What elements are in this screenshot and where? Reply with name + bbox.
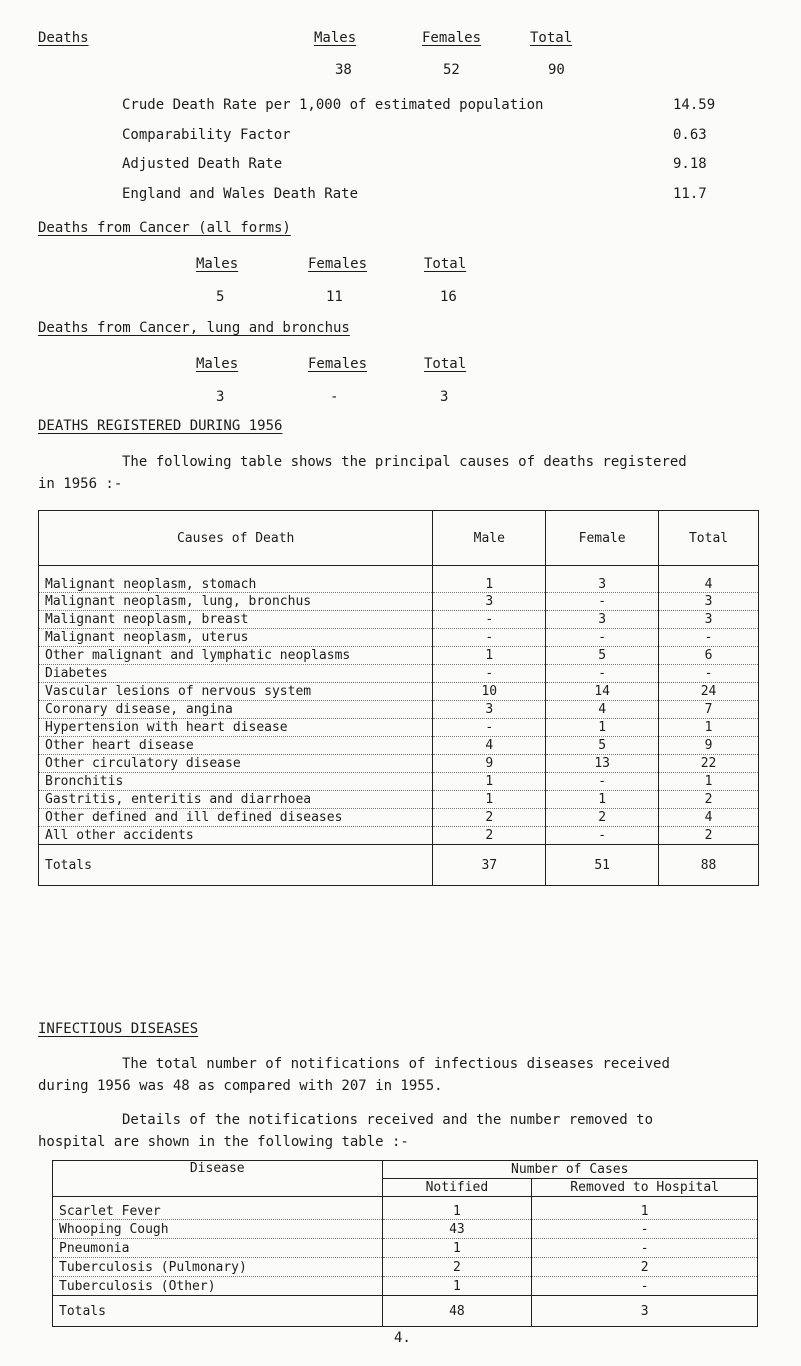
total-cell: 1 bbox=[659, 719, 759, 737]
total-cell: 9 bbox=[659, 737, 759, 755]
cause-cell: Other malignant and lymphatic neoplasms bbox=[39, 647, 433, 665]
table-row bbox=[53, 1258, 758, 1277]
removed-cell: 2 bbox=[532, 1258, 758, 1277]
cancer-all-col-females: Females bbox=[308, 256, 368, 272]
deaths-col-females: Females bbox=[422, 30, 482, 46]
cancer-lung-heading: Deaths from Cancer, lung and bronchus bbox=[38, 320, 350, 336]
male-cell: 3 bbox=[433, 701, 546, 719]
deaths-col-total: Total bbox=[530, 30, 573, 46]
cancer-all-total: 16 bbox=[440, 289, 457, 305]
adjusted-death-rate-label: Adjusted Death Rate bbox=[122, 156, 283, 172]
male-cell: - bbox=[433, 611, 546, 629]
infectious-para2-line2: hospital are shown in the following table :- bbox=[38, 1134, 409, 1150]
registered-intro-line1: The following table shows the principal causes of deaths registered bbox=[122, 454, 687, 470]
total-cell: 7 bbox=[659, 701, 759, 719]
cancer-lung-total: 3 bbox=[440, 389, 449, 405]
male-cell: 2 bbox=[433, 809, 546, 827]
comparability-factor-value: 0.63 bbox=[673, 127, 707, 143]
infectious-heading: INFECTIOUS DISEASES bbox=[38, 1021, 199, 1037]
male-cell: 9 bbox=[433, 755, 546, 773]
totals-removed: 3 bbox=[532, 1296, 758, 1327]
cancer-all-col-total: Total bbox=[424, 256, 467, 272]
table-row bbox=[39, 683, 759, 701]
crude-death-rate-label: Crude Death Rate per 1,000 of estimated population bbox=[122, 97, 544, 113]
totals-label: Totals bbox=[53, 1296, 383, 1327]
male-cell: - bbox=[433, 629, 546, 647]
cause-cell: Vascular lesions of nervous system bbox=[39, 683, 433, 701]
cancer-all-males: 5 bbox=[216, 289, 225, 305]
female-cell: 3 bbox=[546, 566, 659, 593]
notified-cell: 2 bbox=[382, 1258, 532, 1277]
male-cell: 1 bbox=[433, 773, 546, 791]
female-cell: 13 bbox=[546, 755, 659, 773]
causes-of-death-table bbox=[38, 510, 759, 886]
total-cell: 2 bbox=[659, 827, 759, 845]
total-cell: 1 bbox=[659, 773, 759, 791]
table-row bbox=[39, 701, 759, 719]
deaths-heading: Deaths bbox=[38, 30, 89, 46]
totals-female: 51 bbox=[546, 845, 659, 886]
total-cell: 3 bbox=[659, 611, 759, 629]
registered-intro-line2: in 1956 :- bbox=[38, 476, 123, 492]
table-row bbox=[53, 1197, 758, 1220]
cancer-lung-males: 3 bbox=[216, 389, 225, 405]
cause-cell: All other accidents bbox=[39, 827, 433, 845]
female-cell: 1 bbox=[546, 719, 659, 737]
table-row bbox=[53, 1277, 758, 1296]
totals-total: 88 bbox=[659, 845, 759, 886]
cause-cell: Hypertension with heart disease bbox=[39, 719, 433, 737]
female-cell: - bbox=[546, 773, 659, 791]
table-row bbox=[39, 647, 759, 665]
deaths-males-value: 38 bbox=[335, 62, 352, 78]
table-row bbox=[39, 566, 759, 593]
header-disease: Disease bbox=[53, 1161, 383, 1197]
male-cell: - bbox=[433, 665, 546, 683]
cause-cell: Malignant neoplasm, uterus bbox=[39, 629, 433, 647]
female-cell: - bbox=[546, 665, 659, 683]
table-row bbox=[53, 1220, 758, 1239]
deaths-females-value: 52 bbox=[443, 62, 460, 78]
total-cell: 4 bbox=[659, 566, 759, 593]
cause-cell: Bronchitis bbox=[39, 773, 433, 791]
removed-cell: - bbox=[532, 1220, 758, 1239]
totals-row bbox=[53, 1296, 758, 1327]
female-cell: 4 bbox=[546, 701, 659, 719]
female-cell: 2 bbox=[546, 809, 659, 827]
disease-cell: Tuberculosis (Other) bbox=[53, 1277, 383, 1296]
female-cell: - bbox=[546, 593, 659, 611]
cancer-lung-col-males: Males bbox=[196, 356, 239, 372]
deaths-total-value: 90 bbox=[548, 62, 565, 78]
total-cell: - bbox=[659, 629, 759, 647]
notified-cell: 1 bbox=[382, 1197, 532, 1220]
cause-cell: Malignant neoplasm, lung, bronchus bbox=[39, 593, 433, 611]
totals-row bbox=[39, 845, 759, 886]
comparability-factor-label: Comparability Factor bbox=[122, 127, 291, 143]
header-male: Male bbox=[433, 511, 546, 566]
total-cell: 6 bbox=[659, 647, 759, 665]
table-row bbox=[39, 773, 759, 791]
header-number-of-cases: Number of Cases bbox=[382, 1161, 758, 1179]
disease-cell: Tuberculosis (Pulmonary) bbox=[53, 1258, 383, 1277]
totals-notified: 48 bbox=[382, 1296, 532, 1327]
removed-cell: - bbox=[532, 1277, 758, 1296]
infectious-para1-line1: The total number of notifications of infectious diseases received bbox=[122, 1056, 670, 1072]
header-total: Total bbox=[659, 511, 759, 566]
header-notified: Notified bbox=[382, 1179, 532, 1197]
male-cell: 10 bbox=[433, 683, 546, 701]
male-cell: 1 bbox=[433, 566, 546, 593]
england-wales-rate-label: England and Wales Death Rate bbox=[122, 186, 359, 202]
total-cell: 2 bbox=[659, 791, 759, 809]
crude-death-rate-value: 14.59 bbox=[673, 97, 716, 113]
female-cell: 5 bbox=[546, 737, 659, 755]
table-row bbox=[39, 593, 759, 611]
header-female: Female bbox=[546, 511, 659, 566]
cause-cell: Other defined and ill defined diseases bbox=[39, 809, 433, 827]
cancer-lung-females: - bbox=[330, 389, 339, 405]
england-wales-rate-value: 11.7 bbox=[673, 186, 707, 202]
table-row bbox=[39, 791, 759, 809]
table-row bbox=[39, 611, 759, 629]
female-cell: 1 bbox=[546, 791, 659, 809]
table-row bbox=[39, 665, 759, 683]
male-cell: 3 bbox=[433, 593, 546, 611]
cancer-lung-col-total: Total bbox=[424, 356, 467, 372]
total-cell: 4 bbox=[659, 809, 759, 827]
cause-cell: Coronary disease, angina bbox=[39, 701, 433, 719]
table-row bbox=[39, 755, 759, 773]
table-row bbox=[39, 737, 759, 755]
removed-cell: - bbox=[532, 1239, 758, 1258]
disease-cell: Pneumonia bbox=[53, 1239, 383, 1258]
cause-cell: Other heart disease bbox=[39, 737, 433, 755]
male-cell: - bbox=[433, 719, 546, 737]
notified-cell: 1 bbox=[382, 1277, 532, 1296]
table-row bbox=[39, 809, 759, 827]
cause-cell: Diabetes bbox=[39, 665, 433, 683]
total-cell: 3 bbox=[659, 593, 759, 611]
female-cell: 5 bbox=[546, 647, 659, 665]
page-number: 4. bbox=[394, 1330, 411, 1346]
notified-cell: 1 bbox=[382, 1239, 532, 1258]
cancer-all-col-males: Males bbox=[196, 256, 239, 272]
male-cell: 4 bbox=[433, 737, 546, 755]
total-cell: 24 bbox=[659, 683, 759, 701]
disease-cell: Scarlet Fever bbox=[53, 1197, 383, 1220]
deaths-registered-heading: DEATHS REGISTERED DURING 1956 bbox=[38, 418, 283, 434]
male-cell: 1 bbox=[433, 791, 546, 809]
female-cell: - bbox=[546, 629, 659, 647]
totals-label: Totals bbox=[39, 845, 433, 886]
adjusted-death-rate-value: 9.18 bbox=[673, 156, 707, 172]
cause-cell: Gastritis, enteritis and diarrhoea bbox=[39, 791, 433, 809]
cause-cell: Malignant neoplasm, breast bbox=[39, 611, 433, 629]
total-cell: 22 bbox=[659, 755, 759, 773]
male-cell: 2 bbox=[433, 827, 546, 845]
disease-cell: Whooping Cough bbox=[53, 1220, 383, 1239]
infectious-para2-line1: Details of the notifications received and the number removed to bbox=[122, 1112, 654, 1128]
female-cell: 3 bbox=[546, 611, 659, 629]
cancer-lung-col-females: Females bbox=[308, 356, 368, 372]
female-cell: - bbox=[546, 827, 659, 845]
cancer-all-heading: Deaths from Cancer (all forms) bbox=[38, 220, 291, 236]
cause-cell: Malignant neoplasm, stomach bbox=[39, 566, 433, 593]
male-cell: 1 bbox=[433, 647, 546, 665]
cause-cell: Other circulatory disease bbox=[39, 755, 433, 773]
header-removed: Removed to Hospital bbox=[532, 1179, 758, 1197]
notified-cell: 43 bbox=[382, 1220, 532, 1239]
totals-male: 37 bbox=[433, 845, 546, 886]
total-cell: - bbox=[659, 665, 759, 683]
table-row bbox=[39, 719, 759, 737]
table-row bbox=[39, 629, 759, 647]
infectious-para1-line2: during 1956 was 48 as compared with 207 in 1955. bbox=[38, 1078, 443, 1094]
cancer-all-females: 11 bbox=[326, 289, 343, 305]
deaths-col-males: Males bbox=[314, 30, 357, 46]
removed-cell: 1 bbox=[532, 1197, 758, 1220]
female-cell: 14 bbox=[546, 683, 659, 701]
notifications-table bbox=[52, 1160, 758, 1327]
table-row bbox=[39, 827, 759, 845]
header-causes: Causes of Death bbox=[39, 511, 433, 566]
table-row bbox=[53, 1239, 758, 1258]
